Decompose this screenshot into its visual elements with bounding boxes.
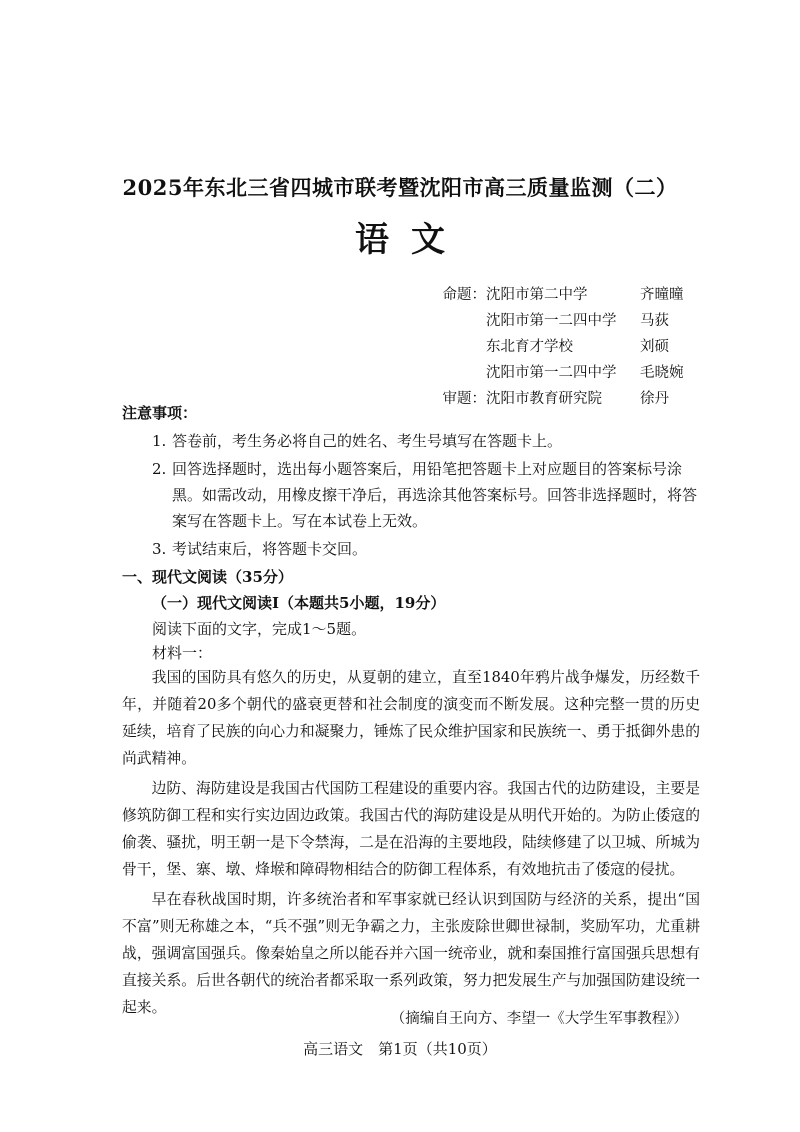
notice-list xyxy=(152,428,697,564)
author-name: 刘硕 xyxy=(640,339,669,355)
author-name: 马荻 xyxy=(640,313,669,329)
notice-heading: 注意事项： xyxy=(122,404,198,422)
passage-paragraph: 我国的国防具有悠久的历史，从夏朝的建立，直至1840年鸦片战争爆发，历经数千年，并随着20多个朝代的盛衰更替和社会制度的演变而不断发展。这种完整一贯的历史延续，培育了民族的向心力和凝聚力，锤炼了民众维护国家和民族统一、勇于抵御外患的尚武精神。 xyxy=(122,669,700,767)
page-footer: 高三语文 第1页（共10页） xyxy=(303,1040,497,1058)
subsection-heading: （一）现代文阅读Ⅰ（本题共5小题，19分） xyxy=(152,594,446,612)
passage-paragraph: 早在春秋战国时期，许多统治者和军事家就已经认识到国防与经济的关系，提出“国不富”则无称雄之本，“兵不强”则无争霸之力，主张废除世卿世禄制，奖励军功，尤重耕战，强调富国强兵。像秦始皇之所以能吞并六国一统帝业，就和秦国推行富国强兵思想有直接关系。后世各朝代的统治者都采取一系列政策，努力把发展生产与加强国防建设统一起来。 xyxy=(122,891,700,1016)
author-role: 审题： xyxy=(442,391,486,407)
author-school: 东北育才学校 xyxy=(486,339,573,355)
reading-instruction: 阅读下面的文字，完成1～5题。 xyxy=(152,620,367,638)
reading-passage xyxy=(122,664,700,1024)
source-citation: （摘编自王向方、李望一《大学生军事教程》） xyxy=(390,1011,688,1027)
author-school: 沈阳市第一二四中学 xyxy=(486,313,617,329)
author-name: 毛晓婉 xyxy=(640,365,684,381)
notice-item xyxy=(152,536,697,562)
notice-text: 考试结束后，将答题卡交回。 xyxy=(172,540,368,558)
author-name: 徐丹 xyxy=(640,391,669,407)
author-name: 齐曈曈 xyxy=(640,287,684,303)
section-heading: 一、现代文阅读（35分） xyxy=(122,568,293,586)
notice-text: 回答选择题时，选出每小题答案后，用铅笔把答题卡上对应题目的答案标号涂黑。如需改动，用橡皮擦干净后，再选涂其他答案标号。回答非选择题时，将答案写在答题卡上。写在本试卷上无效。 xyxy=(172,460,698,530)
subject-title: 语文 xyxy=(355,220,467,260)
notice-number: 2. xyxy=(152,460,167,478)
author-school: 沈阳市教育研究院 xyxy=(486,391,602,407)
author-school: 沈阳市第二中学 xyxy=(486,287,588,303)
material-label: 材料一： xyxy=(152,644,213,662)
author-school: 沈阳市第一二四中学 xyxy=(486,365,617,381)
notice-text: 答卷前，考生务必将自己的姓名、考生号填写在答题卡上。 xyxy=(172,432,563,450)
passage-paragraph: 边防、海防建设是我国古代国防工程建设的重要内容。我国古代的边防建设，主要是修筑防御工程和实行实边固边政策。我国古代的海防建设是从明代开始的。为防止倭寇的偷袭、骚扰，明王朝一是下令禁海，二是在沿海的主要地段，陆续修建了以卫城、所城为骨干，堡、寨、墩、烽堠和障碍物相结合的防御工程体系，有效地抗击了倭寇的侵扰。 xyxy=(122,780,700,878)
author-role: 命题： xyxy=(442,287,486,303)
notice-number: 1. xyxy=(152,432,167,450)
exam-title: 2025年东北三省四城市联考暨沈阳市高三质量监测（二） xyxy=(122,175,678,200)
notice-item xyxy=(152,456,697,534)
notice-item xyxy=(152,428,697,454)
notice-number: 3. xyxy=(152,540,167,558)
